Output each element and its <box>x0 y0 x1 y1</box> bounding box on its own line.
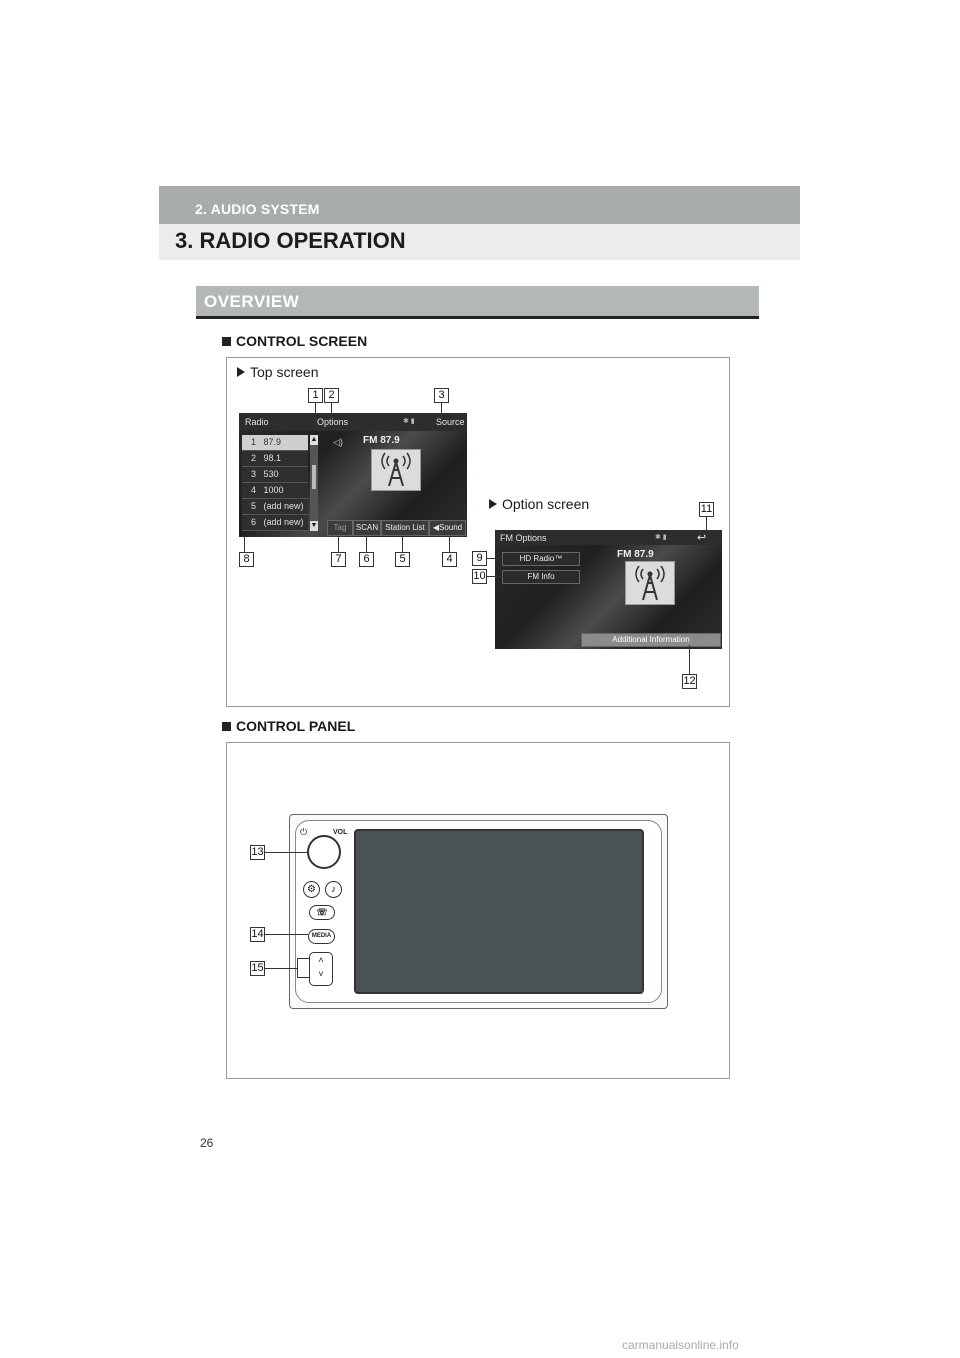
tune-seek-button[interactable] <box>309 952 333 986</box>
preset-scrollbar[interactable] <box>310 435 318 531</box>
page-number: 26 <box>200 1136 214 1150</box>
chevron-up-icon[interactable]: ˄ <box>318 955 324 965</box>
page-title: 3. RADIO OPERATION <box>175 228 406 253</box>
triangle-bullet-icon <box>237 367 245 377</box>
station-list-button[interactable]: Station List <box>381 520 429 536</box>
overview-underline <box>196 316 759 319</box>
overview-heading: OVERVIEW <box>204 292 300 311</box>
callout-11: 11 <box>700 503 713 515</box>
option-screen <box>495 530 722 649</box>
bluetooth-icon: ✱ ▮ <box>403 418 415 425</box>
leader-line <box>265 934 308 935</box>
control-screen-frame <box>226 357 730 707</box>
leader-line <box>689 645 690 674</box>
display-screen <box>354 829 644 994</box>
triangle-bullet-icon <box>489 499 497 509</box>
callout-14: 14 <box>251 928 264 940</box>
preset-item[interactable]: 5 (add new) <box>242 499 308 515</box>
callout-7: 7 <box>331 552 346 567</box>
leader-line <box>338 537 339 552</box>
preset-item[interactable]: 3 530 <box>242 467 308 483</box>
callout-1: 1 <box>308 388 323 403</box>
option-screen-caption: Option screen <box>489 496 589 512</box>
phone-button[interactable] <box>309 905 335 920</box>
setup-button[interactable] <box>303 881 320 898</box>
status-icons: ✱ ▮ <box>655 534 667 541</box>
radio-tower-icon <box>371 449 421 491</box>
chapter-label: 2. AUDIO SYSTEM <box>195 201 320 217</box>
top-screen-bar <box>239 413 467 431</box>
preset-list <box>242 435 308 531</box>
callout-10: 10 <box>473 570 486 582</box>
callout-13: 13 <box>251 846 264 858</box>
callout-15: 15 <box>251 962 264 974</box>
source-button[interactable]: Source <box>436 417 465 427</box>
option-screen-bar <box>495 530 722 545</box>
media-button[interactable]: MEDIA <box>308 929 335 944</box>
fm-info-button[interactable]: FM Info <box>502 570 580 584</box>
control-panel-heading: CONTROL PANEL <box>222 718 355 734</box>
scroll-up-icon[interactable]: ▲ <box>310 436 318 443</box>
leader-line <box>402 537 403 552</box>
voice-icon: ♪ <box>331 884 336 895</box>
top-screen-caption: Top screen <box>237 364 318 380</box>
callout-3: 3 <box>434 388 449 403</box>
callout-5: 5 <box>395 552 410 567</box>
sound-button[interactable]: ◀Sound <box>429 520 466 536</box>
callout-2: 2 <box>324 388 339 403</box>
square-bullet-icon <box>222 337 231 346</box>
watermark: carmanualsonline.info <box>622 1338 739 1352</box>
leader-line <box>331 403 332 415</box>
leader-line <box>441 403 442 415</box>
preset-item[interactable]: 6 (add new) <box>242 515 308 531</box>
back-icon[interactable]: ↩ <box>697 532 707 544</box>
leader-line <box>449 537 450 552</box>
top-screen <box>239 413 467 537</box>
power-icon: ⏻ <box>300 827 308 837</box>
scan-button[interactable]: SCAN <box>353 520 381 536</box>
callout-4: 4 <box>442 552 457 567</box>
scroll-thumb[interactable] <box>312 465 316 489</box>
control-panel-frame <box>226 742 730 1079</box>
leader-line <box>706 517 707 530</box>
leader-line <box>366 537 367 552</box>
option-frequency: FM 87.9 <box>617 549 654 560</box>
phone-icon: ☏ <box>316 907 328 917</box>
callout-8: 8 <box>239 552 254 567</box>
chevron-down-icon[interactable]: ˅ <box>318 969 324 979</box>
leader-bracket <box>297 958 309 978</box>
callout-12: 12 <box>683 675 696 687</box>
speaker-small-icon: ◀ <box>432 523 439 532</box>
preset-item[interactable]: 4 1000 <box>242 483 308 499</box>
radio-title: Radio <box>245 417 269 427</box>
fm-options-title: FM Options <box>500 533 547 543</box>
leader-line <box>487 558 505 559</box>
leader-line <box>265 968 297 969</box>
leader-line <box>487 576 505 577</box>
options-button[interactable]: Options <box>317 417 349 427</box>
scroll-down-icon[interactable]: ▼ <box>310 522 318 529</box>
gear-icon: ⚙ <box>307 884 316 895</box>
leader-line <box>265 852 309 853</box>
current-frequency: FM 87.9 <box>363 435 400 446</box>
additional-information-button[interactable]: Additional Information <box>581 633 721 647</box>
callout-9: 9 <box>472 551 487 566</box>
voice-button[interactable] <box>325 881 342 898</box>
preset-item[interactable]: 1 87.9 <box>242 435 308 451</box>
leader-line <box>315 403 316 425</box>
power-volume-knob[interactable] <box>307 835 341 869</box>
preset-item[interactable]: 2 98.1 <box>242 451 308 467</box>
control-screen-heading: CONTROL SCREEN <box>222 333 367 349</box>
speaker-icon: ◁) <box>333 437 343 447</box>
radio-tower-icon <box>625 561 675 605</box>
tag-button[interactable]: Tag <box>327 520 353 536</box>
callout-6: 6 <box>359 552 374 567</box>
leader-line <box>244 537 245 552</box>
square-bullet-icon <box>222 722 231 731</box>
vol-label: VOL <box>333 829 348 836</box>
head-unit <box>289 814 668 1009</box>
hd-radio-button[interactable]: HD Radio™ <box>502 552 580 566</box>
